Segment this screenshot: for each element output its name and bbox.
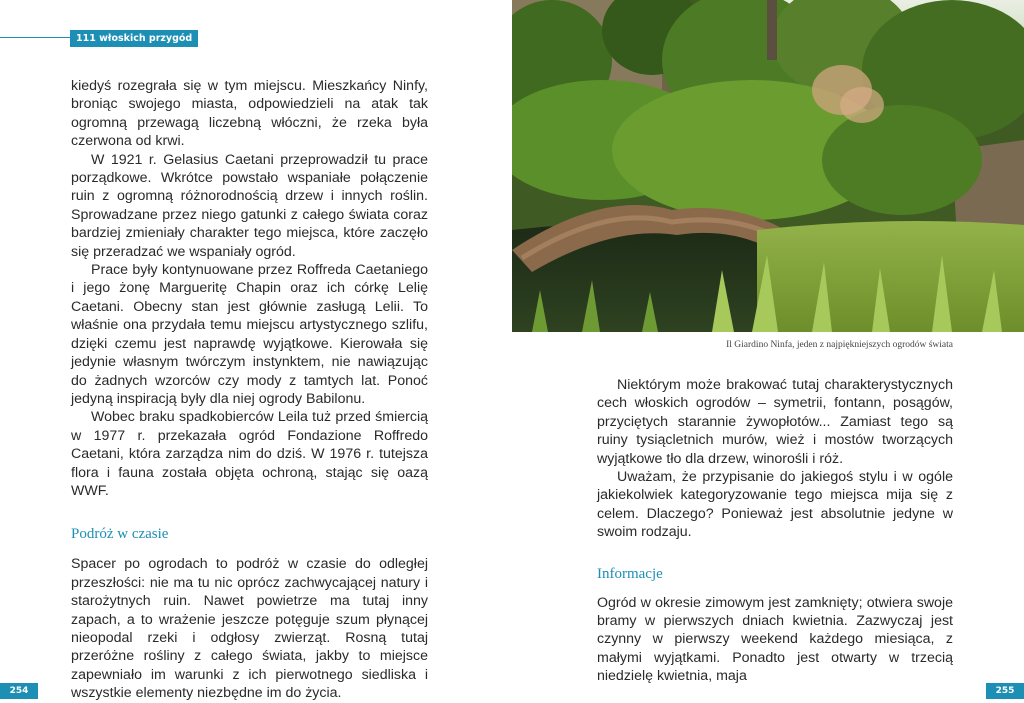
section-heading: Podróż w czasie [71, 526, 169, 543]
page-number-right: 255 [986, 683, 1024, 699]
paragraph: Prace były kontynuowane przez Roffreda Caetaniego i jego żonę Margueritę Chapin oraz ich córkę Lelię Caetani. Obecny stan jest głównie zasługą Lelii. To właśnie ona przydała temu miejscu artystycznego szlifu, dzięki czemu jest naprawdę wyjątkowe. Kierowała się jedynie własnym twórczym instynktem, nie nawiązując do żadnych wzorców czy mody z tamtych lat. Ponoć jedyną inspiracją były dla niej ogrody Babilonu. [71, 262, 428, 407]
right-page-text [597, 376, 953, 686]
paragraph: Spacer po ogrodach to podróż w czasie do odległej przeszłości: nie ma tu nic oprócz zachwycającej natury i starożytnych ruin. Nawet powietrze ma tutaj inny zapach, a to wrażenie jeszcze potęguje szum płynącej nieopodal rzeki i odgłosy zwierząt. Rosną tutaj przeróżne rośliny z całego świata, jakby to miejsce zapewniało im warunki z ich pierwotnego siedliska i wszystkie elementy niezbędne im do życia. [71, 556, 428, 702]
photo-caption: Il Giardino Ninfa, jeden z najpiękniejszych ogrodów świata [726, 340, 953, 350]
garden-photo [512, 0, 1024, 332]
paragraph: kiedyś rozegrała się w tym miejscu. Mieszkańcy Ninfy, broniąc swojego miasta, odpowiedzieli na atak tak ogromną przewagą liczebną włóczni, że rzeka była czerwona od krwi. [71, 78, 428, 150]
header-rule [0, 37, 70, 38]
section-heading: Informacje [597, 565, 663, 582]
paragraph: Uważam, że przypisanie do jakiegoś stylu i w ogóle jakiekolwiek kategoryzowanie tego miejsca mija się z celem. Dlaczego? Ponieważ jest absolutnie jedyne w swoim rodzaju. [597, 469, 953, 541]
paragraph: Wobec braku spadkobierców Leila tuż przed śmiercią w 1977 r. przekazała ogród Fondazione Roffredo Caetani, która zarządza nim do dziś. W 1976 r. tutejsza flora i fauna została objęta ochroną, stając się oazą WWF. [71, 409, 428, 499]
running-header: 111 włoskich przygód [70, 30, 198, 47]
left-page-text [71, 77, 428, 703]
paragraph: Ogród w okresie zimowym jest zamknięty; otwiera swoje bramy w pierwszych dniach kwietnia. Zazwyczaj jest czynny w pierwszy weekend każdego miesiąca, z małymi wyjątkami. Ponadto jest otwarty w trzecią niedzielę kwietnia, maja [597, 594, 953, 685]
paragraph: Niektórym może brakować tutaj charakterystycznych cech włoskich ogrodów – symetrii, fontann, posągów, przyciętych starannie żywopłotów... Zamiast tego są ruiny tysiącletnich murów, wież i mostów tworzących wyjątkowe tło dla drzew, winorośli i róż. [597, 377, 953, 467]
page-number-left: 254 [0, 683, 38, 699]
paragraph: W 1921 r. Gelasius Caetani przeprowadził tu prace porządkowe. Wkrótce powstało wspaniałe połączenie ruin z ogromną różnorodnością drzew i innych roślin. Sprowadzane przez niego gatunki z całego świata coraz bardziej zmieniały charakter tego miejsca, które zaczęło się przeradzać we wspaniały ogród. [71, 151, 428, 260]
